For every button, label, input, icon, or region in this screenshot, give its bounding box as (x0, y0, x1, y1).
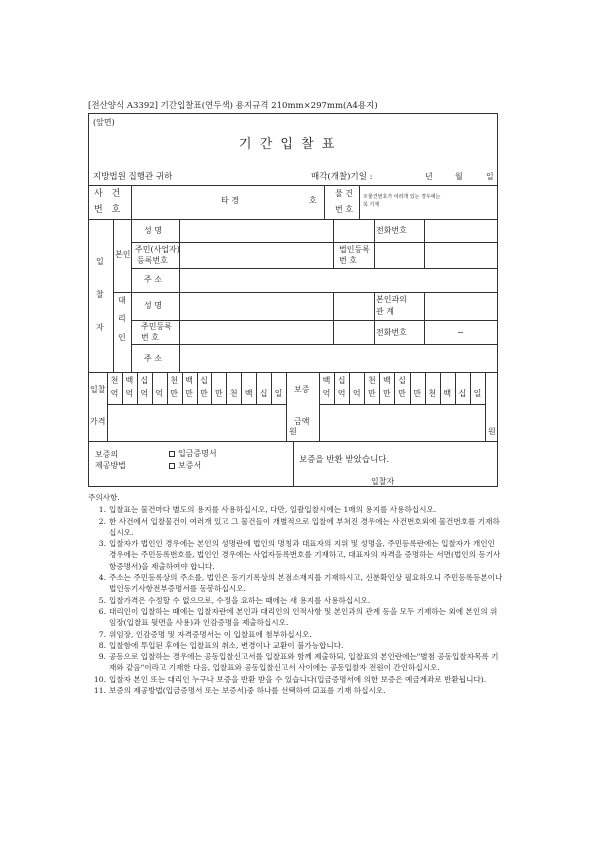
note-number: 1. (98, 505, 106, 515)
note-item (88, 538, 503, 572)
dep-unit-label: 십 (458, 389, 467, 398)
case-label-1: 사 건 (94, 189, 124, 199)
agent-name-label: 성 명 (144, 301, 162, 310)
note-text: 입찰자 본인 또는 대리인 누구나 보증을 반환 받을 수 있습니다(입금증명서에 의한 보증은 예금계좌로 반환됩니다). (109, 674, 487, 684)
note-item (88, 674, 503, 685)
bid-unit-label: 억 (155, 389, 164, 398)
bid-unit-label: 일 (274, 389, 283, 398)
bid-unit-label: 십 (200, 376, 208, 385)
note-item (88, 572, 503, 595)
bid-unit-label: 만 (170, 389, 178, 398)
note-item (88, 595, 503, 606)
dep-unit-label: 백 (322, 376, 331, 385)
note-number: 2. (98, 516, 106, 526)
bid-unit-label: 만 (200, 389, 208, 398)
note-number: 9. (98, 652, 106, 662)
agent-reg-label-2: 번 호 (141, 333, 159, 342)
bid-unit-label: 천 (170, 376, 178, 385)
checkbox-deposit-cert[interactable] (169, 451, 175, 457)
date-year: 년 (425, 172, 433, 181)
deposit-returned-text: 보증을 반환 받았습니다. (299, 455, 390, 465)
date-label: 매각(개찰)기일 : (311, 172, 373, 182)
agent-reg-label-1: 주민등록 (141, 322, 172, 331)
bid-unit-label: 천 (110, 376, 119, 385)
note-number: 3. (98, 539, 106, 549)
dep-unit-label: 만 (398, 389, 406, 398)
note-number: 6. (98, 606, 106, 616)
dep-unit-label: 억 (322, 389, 331, 398)
deposit-label: 보증 (294, 385, 310, 394)
case-label-2: 번 호 (94, 205, 124, 215)
bidder-char-1: 입 (96, 257, 104, 266)
note-text: 입찰표는 물건마다 별도의 용지를 사용하십시오, 다만, 일괄입찰시에는 1매의 용지를 사용하십시오. (109, 505, 437, 515)
note-item (88, 504, 503, 515)
date-day: 일 (486, 172, 494, 181)
corp-reg-label-2: 번 호 (339, 256, 357, 265)
dep-unit-label: 억 (337, 389, 346, 398)
note-text: 보증의 제공방법(입금증명서 또는 보증서)중 하나를 선택하여 ☑표를 기재 하십시오. (109, 686, 386, 696)
notes-title: 주의사항. (88, 493, 120, 502)
resident-reg-label-1: 주민(사업자) (135, 245, 180, 254)
note-item (88, 651, 503, 674)
agent-address-label: 주 소 (144, 354, 162, 363)
method-option-guarantee[interactable] (169, 462, 201, 470)
bidder-char-3: 자 (96, 323, 104, 332)
note-number: 5. (98, 595, 106, 605)
dep-unit-label: 천 (428, 389, 437, 398)
bid-unit-label: 백 (244, 389, 253, 398)
bid-form (88, 113, 498, 487)
note-number: 7. (98, 629, 106, 639)
dep-unit-label: 백 (383, 376, 391, 385)
note-text: 입찰자가 법인인 경우에는 본인의 성명란에 법인의 명칭과 대표자의 지위 및 성명을, 주민등록란에는 입찰자가 개인인 경우에는 주민등록번호를, 법인인 경우에는 사업자등록번호를 기재하고, 대표자의 자격을 증명하는 서면(법인의 등기사항증명서)을 제출하여야 합니다. (109, 539, 501, 571)
bid-unit-label: 만 (214, 389, 223, 398)
method-option-1-label: 입금증명서 (178, 449, 217, 458)
method-label-1: 보증의 (95, 450, 119, 459)
dep-unit-label: 일 (473, 389, 482, 398)
method-option-deposit-cert[interactable] (169, 450, 217, 458)
note-text: 위임장, 인감증명 및 자격증명서는 이 입찰표에 첨부하십시오. (109, 629, 312, 639)
dep-unit-label: 천 (367, 376, 376, 385)
resident-reg-label-2: 등록번호 (137, 256, 168, 265)
phone-label: 전화번호 (376, 226, 407, 235)
agent-phone-dash: − (457, 328, 464, 337)
agent-char-2: 리 (118, 314, 126, 323)
address-label: 주 소 (144, 275, 162, 284)
bid-unit-label: 십 (259, 389, 268, 398)
method-label-2: 제공방법 (95, 461, 126, 470)
dep-unit-label: 만 (383, 389, 391, 398)
bid-label: 입찰 (90, 385, 106, 394)
note-text: 입찰가격은 수정할 수 없으므로, 수정을 요하는 때에는 새 용지를 사용하십시오. (109, 595, 371, 605)
agent-phone-label: 전화번호 (376, 328, 407, 337)
dep-unit-label: 십 (337, 376, 346, 385)
dep-unit-label: 십 (398, 376, 406, 385)
case-ta-gyeong: 타 경 (221, 196, 239, 205)
item-label-2: 번 호 (335, 205, 353, 214)
date-month: 월 (455, 172, 463, 181)
note-item (88, 640, 503, 651)
relation-label-2: 관 계 (376, 307, 394, 316)
bidder-char-2: 찰 (96, 290, 104, 299)
note-text: 입찰함에 투입된 후에는 입찰표의 취소, 변경이나 교환이 불가능합니다. (109, 640, 344, 650)
bid-won: 원 (289, 427, 297, 436)
note-text: 주소는 주민등록상의 주소를, 법인은 등기기록상의 본점소재지를 기재하시고, 신분확인상 필요하오니 주민등록등본이나 법인등기사항전부증명서를 동봉하십시오. (109, 573, 503, 594)
principal-label: 본인 (115, 250, 131, 259)
note-number: 11. (93, 686, 106, 696)
bid-unit-label: 만 (185, 389, 193, 398)
note-text: 한 사건에서 입찰물건이 여러개 있고 그 물건들이 개별적으로 입찰에 부쳐진 경우에는 사건번호외에 물건번호를 기재하십시오. (109, 516, 500, 537)
dep-unit-label: 억 (352, 389, 361, 398)
dep-unit-label: 만 (367, 389, 376, 398)
amount-label: 금액 (294, 417, 310, 426)
agent-char-3: 인 (118, 333, 126, 342)
note-text: 공동으로 입찰하는 경우에는 공동입찰신고서를 입찰표와 함께 제출하되, 입찰표의 본인란에는"별첨 공동입찰자목록 기재와 같음"이라고 기재한 다음, 입찰표와 공동입찰신고서 사이에는 공동입찰자 전원이 간인하십시오. (109, 652, 499, 673)
item-label-1: 물 건 (335, 189, 353, 198)
court-addressee: 지방법원 집행관 귀하 (93, 172, 173, 182)
corp-reg-label-1: 법인등록 (339, 245, 370, 254)
form-title: 기 간 입 찰 표 (239, 137, 337, 152)
case-ho: 호 (309, 196, 317, 205)
notes-section (88, 492, 503, 696)
deposit-won: 원 (488, 427, 496, 436)
note-text: 대리인이 입찰하는 때에는 입찰자란에 본인과 대리인의 인적사항 및 본인과의 관계 등을 모두 기재하는 외에 본인의 위임장(입찰표 뒷면을 사용)과 인감증명을 제출하십시오. (109, 606, 498, 628)
method-option-2-label: 보증서 (178, 461, 202, 470)
note-number: 8. (98, 640, 106, 650)
note-item (88, 685, 503, 696)
note-number: 4. (98, 573, 106, 583)
item-note-2: 꼭 기재 (363, 202, 380, 208)
note-item (88, 629, 503, 640)
form-header: [전산양식 A3392] 기간입찰표(연두색) 용지규격 210mm×297mm(A4용지) (88, 101, 378, 111)
bid-unit-label: 억 (110, 389, 119, 398)
bid-unit-label: 백 (125, 376, 134, 385)
bid-unit-label: 십 (140, 376, 149, 385)
bid-unit-label: 억 (140, 389, 149, 398)
dep-unit-label: 만 (413, 389, 421, 398)
note-item (88, 606, 503, 629)
dep-unit-label: 백 (443, 389, 452, 398)
note-number: 10. (93, 674, 106, 684)
checkbox-guarantee[interactable] (169, 463, 175, 469)
front-label: (앞면) (93, 118, 115, 127)
bidder-signature-label: 입찰자 (371, 477, 395, 486)
name-label: 성 명 (144, 226, 162, 235)
relation-label-1: 본인과의 (376, 295, 407, 304)
bid-unit-label: 억 (125, 389, 134, 398)
notes-list (88, 504, 503, 696)
price-label: 가격 (90, 417, 106, 426)
item-note-1: ※물건번호가 여러개 있는 경우에는 (363, 194, 441, 200)
agent-char-1: 대 (118, 296, 126, 305)
bid-unit-label: 천 (229, 389, 238, 398)
note-item (88, 516, 503, 539)
bid-unit-label: 백 (185, 376, 193, 385)
